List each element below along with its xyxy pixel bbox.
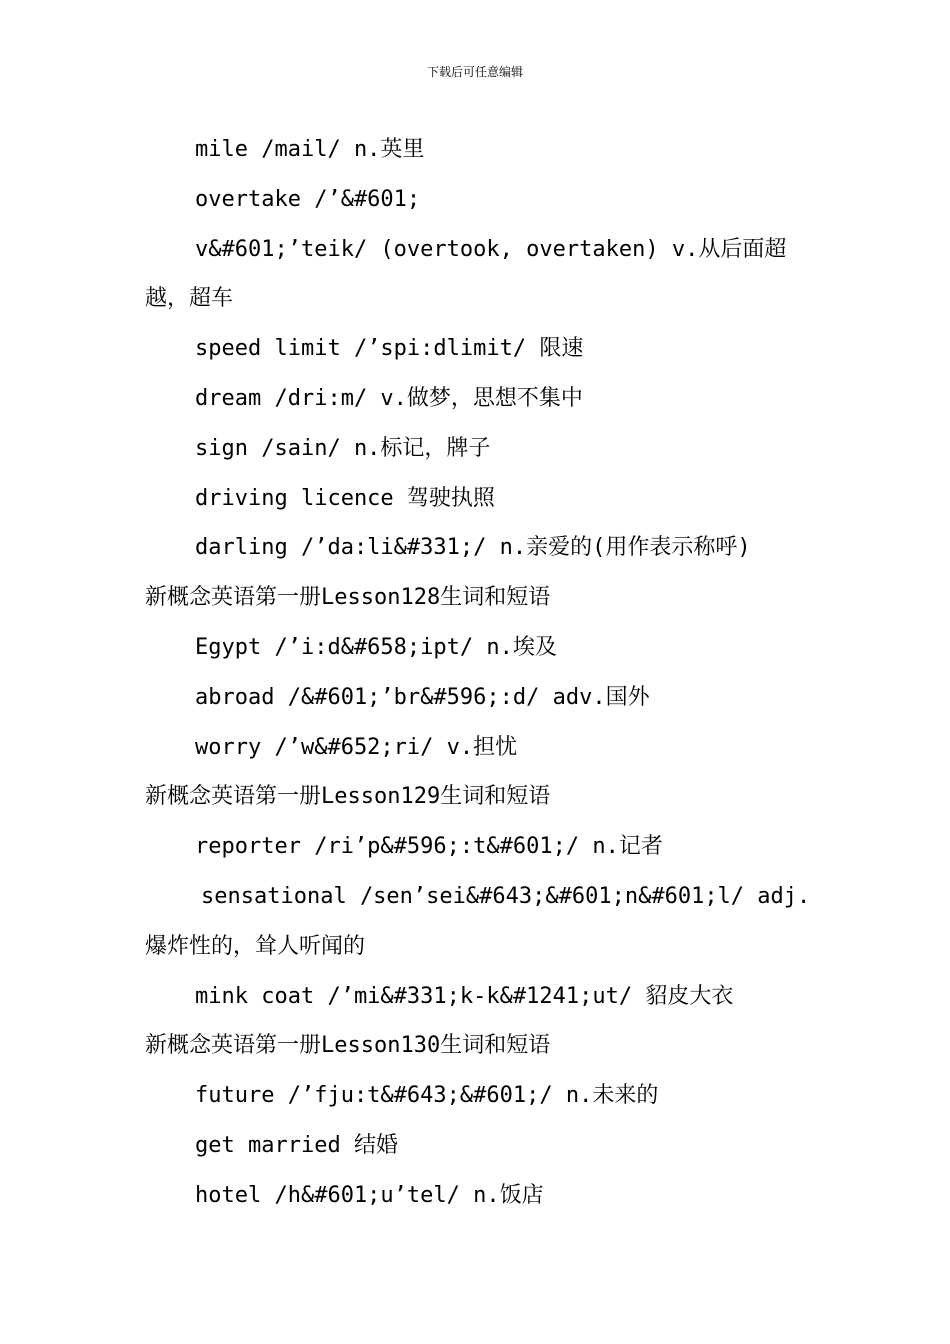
vocab-line-continuation: 越，超车 [145, 286, 234, 312]
page-header: 下载后可任意编辑 [426, 65, 523, 79]
vocab-line: overtake /’&#601; [195, 186, 421, 212]
vocab-line: sensational /sen’sei&#643;&#601;n&#601;l/ adj. [201, 883, 810, 909]
vocab-line: mink coat /’mi&#331;k-k&#1241;ut/ 貂皮大衣 [195, 983, 734, 1009]
vocab-line: abroad /&#601;’br&#596;:d/ adv.国外 [195, 684, 650, 710]
vocab-line: sign /sain/ n.标记，牌子 [195, 435, 491, 461]
vocab-line: darling /’da:li&#331;/ n.亲爱的(用作表示称呼) [195, 535, 751, 561]
vocab-line: mile /mail/ n.英里 [195, 137, 425, 162]
vocab-line: dream /dri:m/ v.做梦，思想不集中 [195, 385, 583, 411]
vocab-line: v&#601;’teik/ (overtook, overtaken) v.从后面超 [195, 236, 787, 262]
lesson-heading: 新概念英语第一册Lesson130生词和短语 [145, 1033, 551, 1059]
vocabulary-list [145, 125, 810, 1221]
vocab-line: reporter /ri’p&#596;:t&#601;/ n.记者 [195, 834, 663, 860]
vocab-line: hotel /h&#601;u’tel/ n.饭店 [195, 1182, 544, 1208]
vocab-line: worry /’w&#652;ri/ v.担忧 [195, 734, 518, 760]
lesson-heading: 新概念英语第一册Lesson129生词和短语 [145, 784, 551, 810]
vocab-line: speed limit /’spi:dlimit/ 限速 [195, 336, 584, 362]
lesson-heading: 新概念英语第一册Lesson128生词和短语 [145, 585, 551, 611]
vocab-line-continuation: 爆炸性的，耸人听闻的 [145, 933, 366, 959]
vocab-line: get married 结婚 [195, 1132, 398, 1158]
vocab-line: Egypt /’i:d&#658;ipt/ n.埃及 [195, 634, 557, 660]
vocab-line: driving licence 驾驶执照 [195, 485, 495, 511]
vocab-line: future /’fju:t&#643;&#601;/ n.未来的 [195, 1083, 659, 1109]
